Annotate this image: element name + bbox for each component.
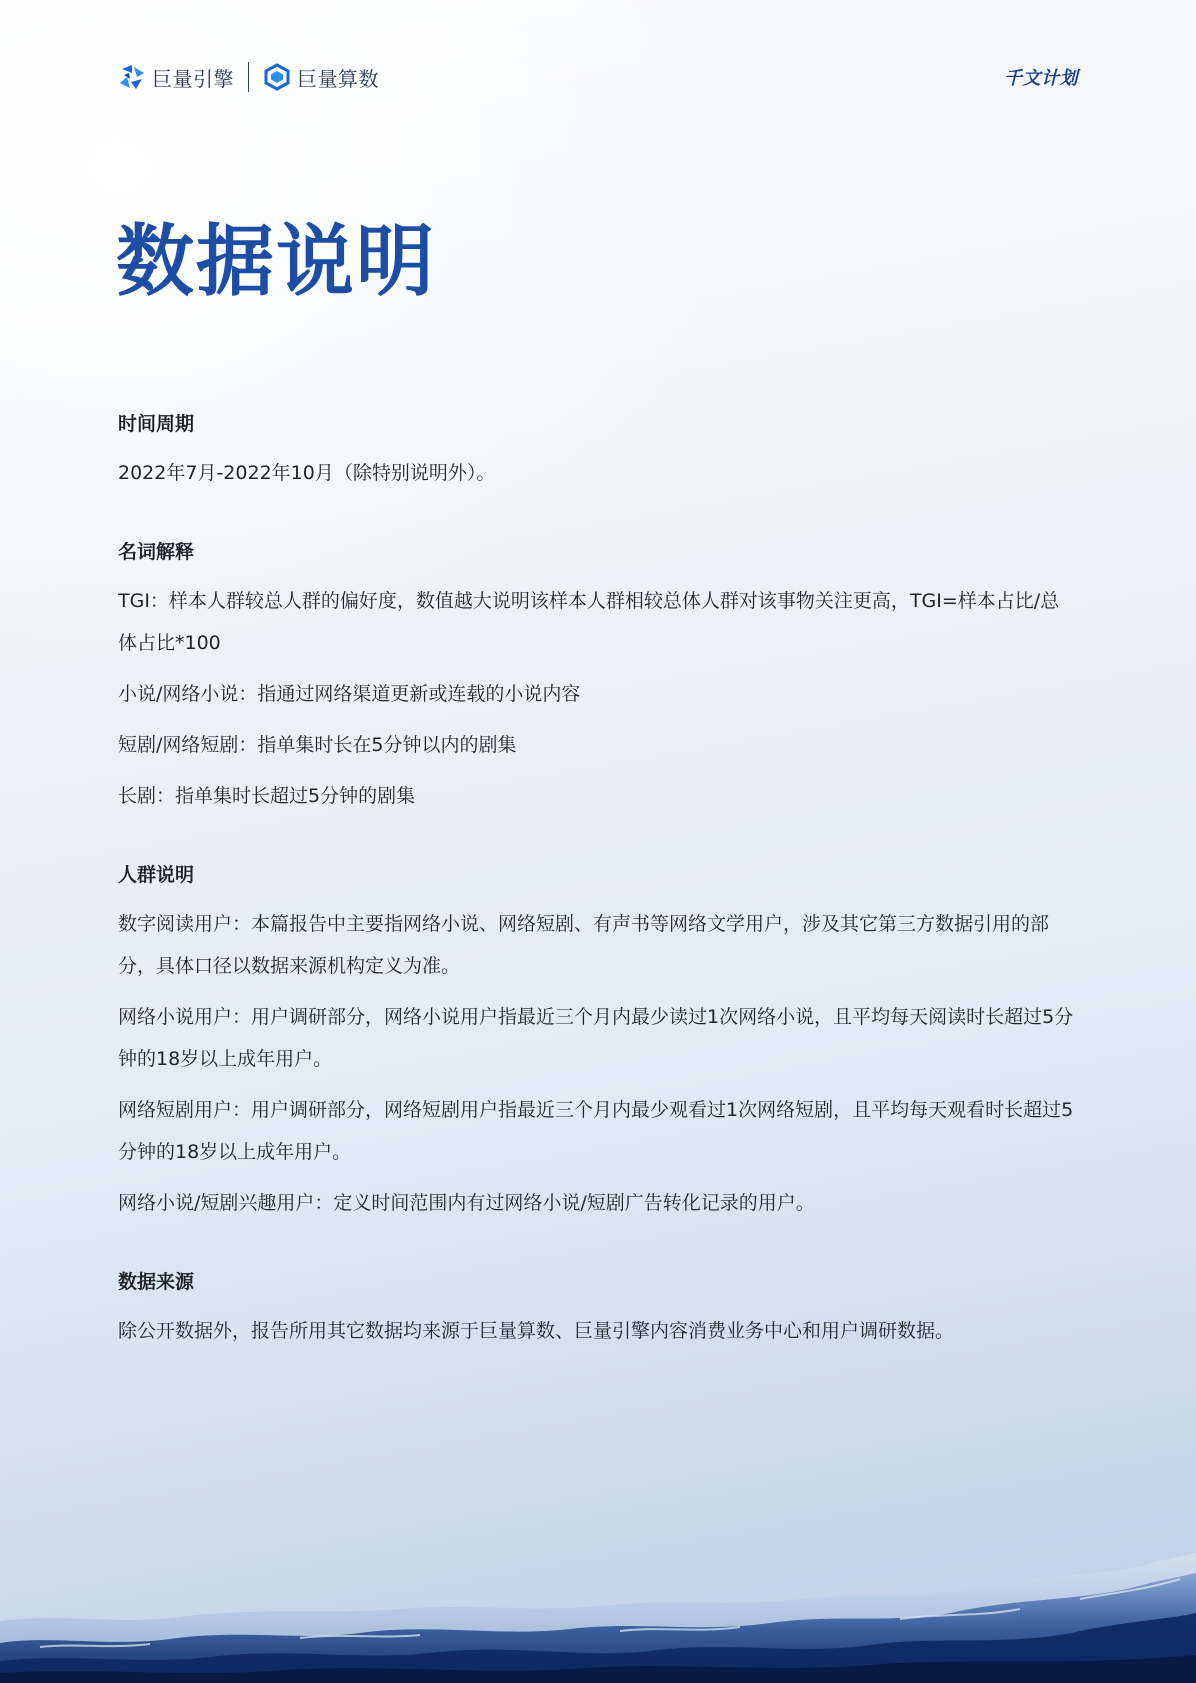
section-heading: 数据来源 xyxy=(118,1271,195,1293)
paragraph: 网络小说/短剧兴趣用户：定义时间范围内有过网络小说/短剧广告转化记录的用户。 xyxy=(118,1192,815,1214)
paragraph: TGI：样本人群较总人群的偏好度，数值越大说明该样本人群相较总体人群对该事物关注更高，TGI=样本占比/总体占比*100 xyxy=(118,590,1060,654)
content xyxy=(118,406,1078,1352)
logo-group xyxy=(118,60,379,94)
ocean-waves-illustration xyxy=(0,1543,1196,1683)
paragraph: 长剧：指单集时长超过5分钟的剧集 xyxy=(118,785,416,807)
section-data-source xyxy=(118,1264,1078,1352)
paragraph: 网络小说用户：用户调研部分，网络小说用户指最近三个月内最少读过1次网络小说，且平均每天阅读时长超过5分钟的18岁以上成年用户。 xyxy=(118,1006,1074,1070)
logo-divider xyxy=(248,62,249,92)
paragraph: 数字阅读用户：本篇报告中主要指网络小说、网络短剧、有声书等网络文学用户，涉及其它第三方数据引用的部分，具体口径以数据来源机构定义为准。 xyxy=(118,913,1050,977)
section-heading: 名词解释 xyxy=(118,541,195,563)
paragraph: 网络短剧用户：用户调研部分，网络短剧用户指最近三个月内最少观看过1次网络短剧，且平均每天观看时长超过5分钟的18岁以上成年用户。 xyxy=(118,1099,1074,1163)
juliang-suanshu-logo-text: 巨量算数 xyxy=(297,66,379,91)
paragraph: 2022年7月-2022年10月（除特别说明外）。 xyxy=(118,462,496,484)
brand-qianwen-plan: 千文计划 xyxy=(1004,68,1078,89)
ocean-engine-logo-text: 巨量引擎 xyxy=(152,66,234,91)
paragraph: 小说/网络小说：指通过网络渠道更新或连载的小说内容 xyxy=(118,683,581,705)
page-title: 数据说明 xyxy=(116,217,437,307)
section-time-period xyxy=(118,406,1078,494)
ocean-engine-logo-icon xyxy=(118,63,146,91)
ocean-engine-logo xyxy=(118,63,234,92)
juliang-suanshu-logo xyxy=(263,63,379,92)
header xyxy=(118,60,1078,94)
paragraph: 短剧/网络短剧：指单集时长在5分钟以内的剧集 xyxy=(118,734,517,756)
section-audience xyxy=(118,857,1078,1224)
paragraph: 除公开数据外，报告所用其它数据均来源于巨量算数、巨量引擎内容消费业务中心和用户调研数据。 xyxy=(118,1320,955,1342)
section-heading: 人群说明 xyxy=(118,864,195,886)
juliang-suanshu-logo-icon xyxy=(263,63,291,91)
section-glossary xyxy=(118,534,1078,817)
section-heading: 时间周期 xyxy=(118,413,195,435)
